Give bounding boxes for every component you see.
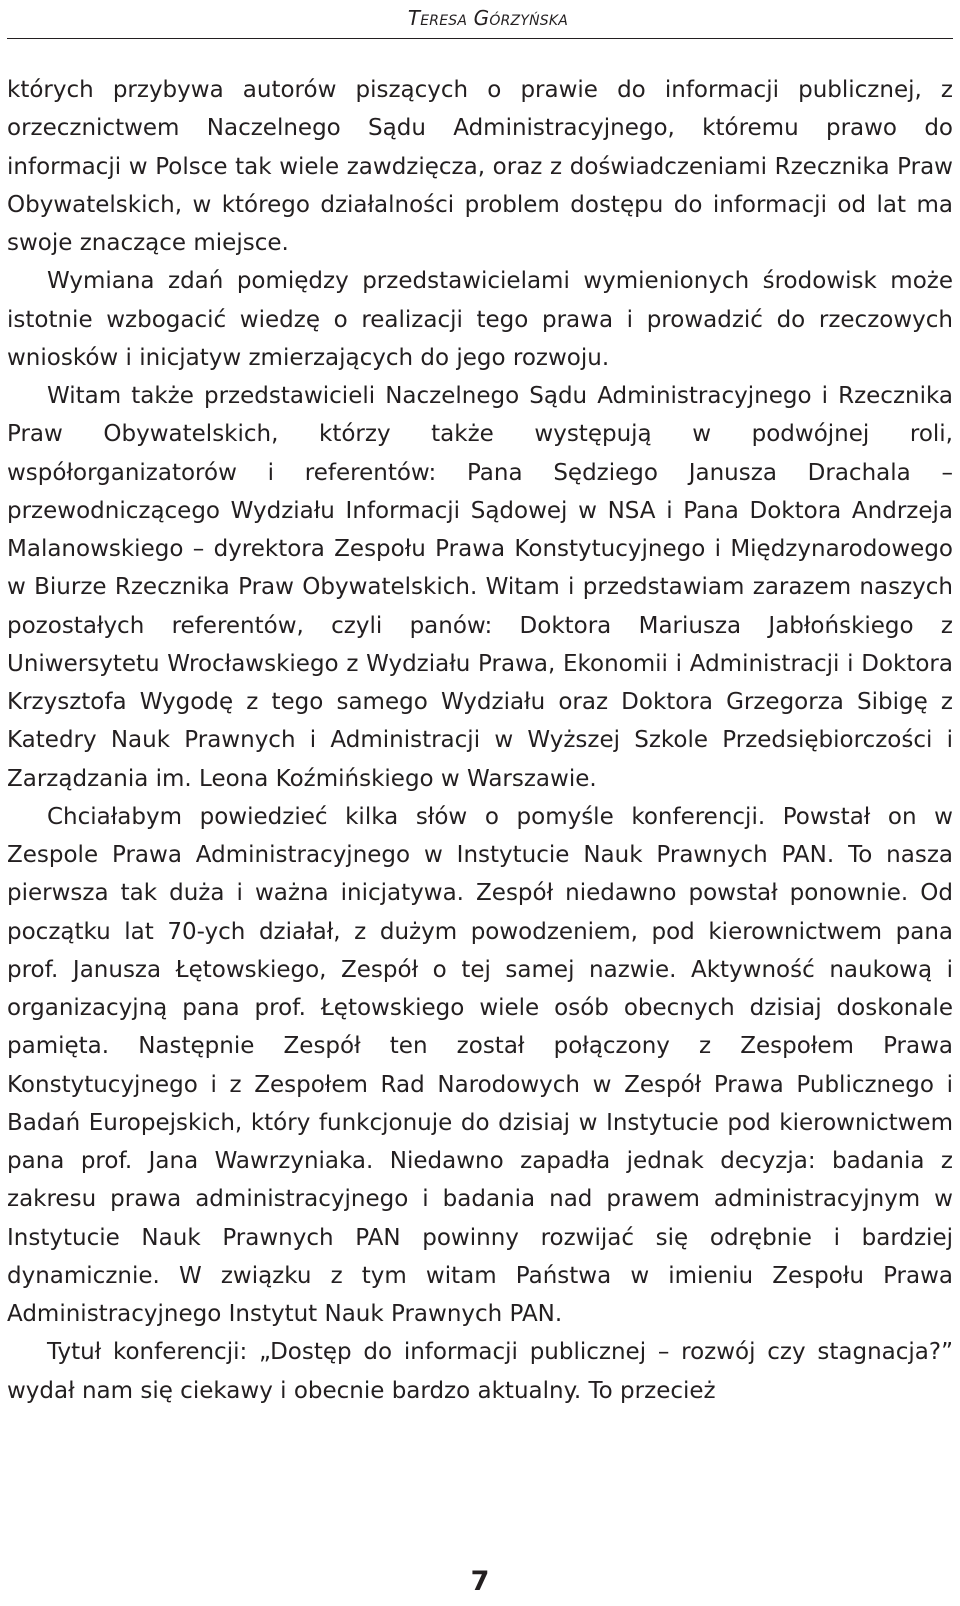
paragraph-continuation: których przybywa autorów piszących o prawie do informacji publicznej, z orzecznictwem Naczelnego Sądu Administracyjnego, któremu prawo do informacji w Polsce tak wiele zawdzięcza, oraz z doświadczeniami Rzecznika Praw Obywatelskich, w którego działalności problem dostępu do informacji od lat ma swoje znaczące miejsce. (7, 77, 953, 256)
paragraph: Wymiana zdań pomiędzy przedstawicielami wymienionych środowisk może istotnie wzbogacić wiedzę o realizacji tego prawa i prowadzić do rzeczowych wniosków i inicjatyw zmierzających do jego rozwoju. (7, 268, 953, 371)
paragraph: Witam także przedstawicieli Naczelnego Sądu Administracyjnego i Rzecznika Praw Obywatelskich, którzy także występują w podwójnej roli, współorganizatorów i referentów: Pana Sędziego Janusza Drachala – przewodniczącego Wydziału Informacji Sądowej w NSA i Pana Doktora Andrzeja Malanowskiego – dyrektora Zespołu Prawa Konstytucyjnego i Międzynarodowego w Biurze Rzecznika Praw Obywatelskich. Witam i przedstawiam zarazem naszych pozostałych referentów, czyli panów: Doktora Mariusza Jabłońskiego z Uniwersytetu Wrocławskiego z Wydziału Prawa, Ekonomii i Administracji i Doktora Krzysztofa Wygodę z tego samego Wydziału oraz Doktora Grzegorza Sibigę z Katedry Nauk Prawnych i Administracji w Wyższej Szkole Przedsiębiorczości i Zarządzania im. Leona Koźmińskiego w Warszawie. (7, 383, 953, 792)
page-number: 7 (470, 1566, 490, 1597)
body-text (7, 71, 953, 1410)
page-header (7, 0, 953, 39)
paragraph: Chciałabym powiedzieć kilka słów o pomyśle konferencji. Powstał on w Zespole Prawa Administracyjnego w Instytucie Nauk Prawnych PAN. To nasza pierwsza tak duża i ważna inicjatywa. Zespół niedawno powstał ponownie. Od początku lat 70-ych działał, z dużym powodzeniem, pod kierownictwem pana prof. Janusza Łętowskiego, Zespół o tej samej nazwie. Aktywność naukową i organizacyjną pana prof. Łętowskiego wiele osób obecnych dzisiaj doskonale pamięta. Następnie Zespół ten został połączony z Zespołem Prawa Konstytucyjnego i z Zespołem Rad Narodowych w Zespół Prawa Publicznego i Badań Europejskich, który funkcjonuje do dzisiaj w Instytucie pod kierownictwem pana prof. Jana Wawrzyniaka. Niedawno zapadła jednak decyzja: badania z zakresu prawa administracyjnego i badania nad prawem administracyjnym w Instytucie Nauk Prawnych PAN powinny rozwijać się odrębnie i bardziej dynamicznie. W związku z tym witam Państwa w imieniu Zespołu Prawa Administracyjnego Instytut Nauk Prawnych PAN. (7, 803, 953, 1327)
paragraph: Tytuł konferencji: „Dostęp do informacji publicznej – rozwój czy stagnacja?” wydał nam się ciekawy i obecnie bardzo aktualny. To przecież (7, 1339, 953, 1404)
running-head-author: Teresa Górzyńska (407, 6, 568, 30)
